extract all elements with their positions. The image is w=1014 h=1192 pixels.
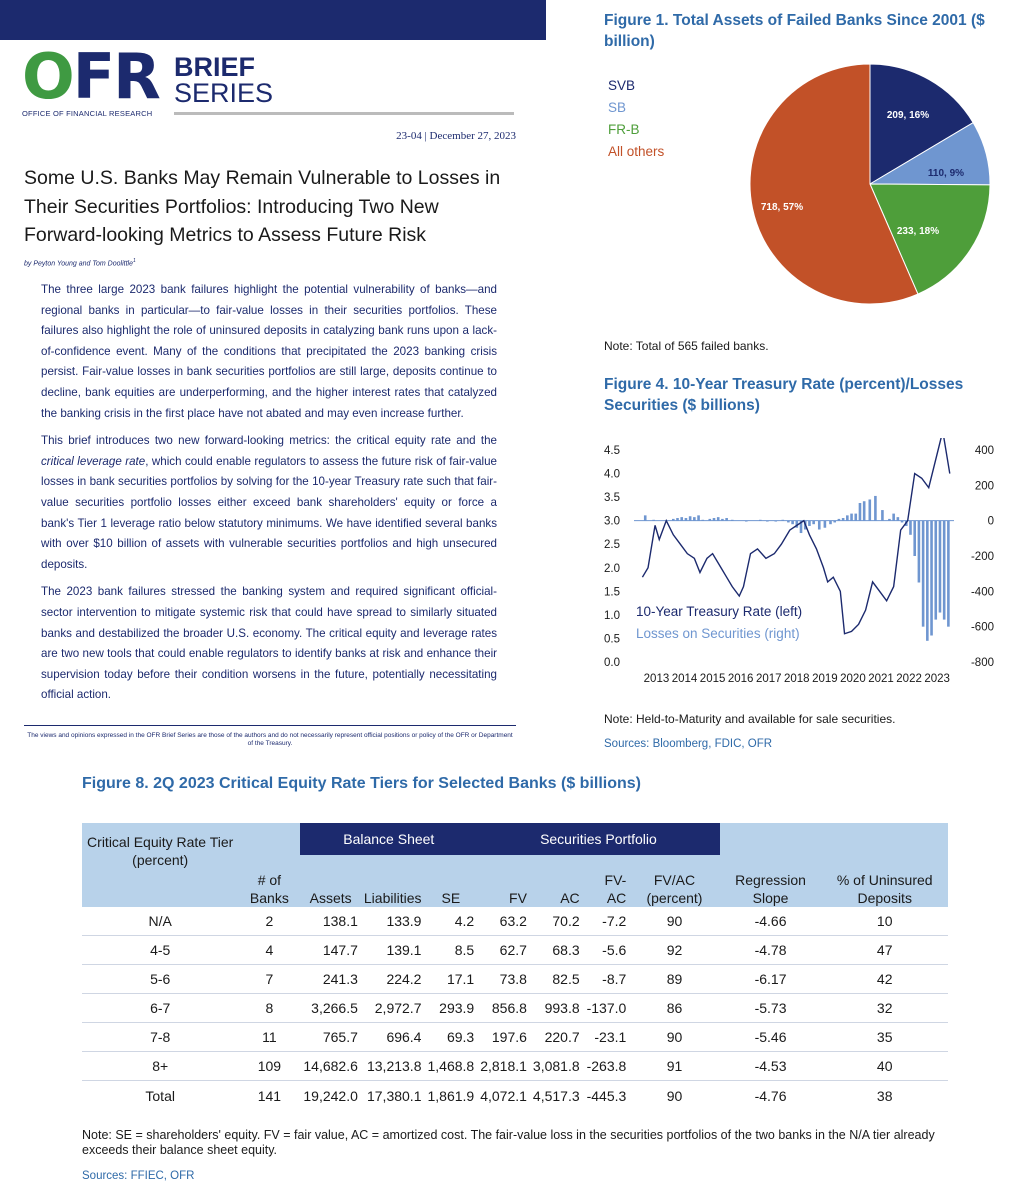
loss-bar: [943, 521, 946, 620]
table-row: [82, 907, 948, 936]
table-cell: 90: [629, 1023, 719, 1052]
y-left-tick: 4.5: [604, 445, 620, 457]
col-liabilities: Liabilities: [361, 855, 425, 907]
y-right-tick: -600: [970, 621, 994, 634]
table-cell: 19,242.0: [303, 1088, 358, 1104]
x-tick: 2022: [896, 673, 922, 685]
y-right-tick: -400: [970, 586, 994, 599]
table-cell: 13,213.8: [361, 1052, 425, 1081]
loss-bar: [939, 521, 942, 613]
col-slope: Regression Slope: [720, 823, 822, 907]
table-cell: 92: [629, 936, 719, 965]
table-cell: 89: [629, 965, 719, 994]
table-cell: 17,380.1: [366, 1088, 422, 1104]
table-cell: 10: [821, 907, 948, 936]
table-cell: 7: [238, 965, 300, 994]
loss-bar: [685, 518, 688, 521]
table-cell: 1,861.9: [427, 1088, 475, 1104]
loss-bar: [881, 510, 884, 521]
x-tick: 2019: [812, 673, 838, 685]
loss-bar: [918, 521, 921, 583]
loss-bar: [824, 521, 827, 528]
col-ac: AC: [530, 855, 583, 907]
y-right-tick: 400: [974, 445, 994, 457]
loss-bar: [874, 496, 877, 521]
table-cell: 3,266.5: [300, 994, 361, 1023]
loss-bar: [850, 514, 853, 521]
table-cell: 32: [821, 994, 948, 1023]
col-banks: # of Banks: [238, 823, 300, 907]
y-left-tick: 3.0: [604, 515, 620, 528]
loss-bar: [787, 521, 790, 523]
table-cell: 40: [821, 1052, 948, 1081]
legend-others: All others: [608, 144, 665, 159]
loss-bar: [672, 519, 675, 521]
loss-bar: [676, 518, 679, 521]
table-cell: 147.7: [300, 936, 361, 965]
table-cell: 138.1: [300, 907, 361, 936]
group-balance-sheet: Balance Sheet: [300, 823, 477, 855]
footnote-mark: 1: [132, 258, 136, 264]
col-tier: Critical Equity Rate Tier (percent): [82, 823, 238, 907]
table-cell: 4-5: [82, 936, 238, 965]
table-cell: 3,081.8: [530, 1052, 583, 1081]
table-cell: 141: [257, 1088, 282, 1104]
table-cell: 14,682.6: [300, 1052, 361, 1081]
table-cell: 6-7: [82, 994, 238, 1023]
loss-bar: [713, 518, 716, 521]
table-cell: -6.17: [720, 965, 822, 994]
col-fvac-pct: FV/AC (percent): [629, 855, 719, 907]
table-cell: 91: [629, 1052, 719, 1081]
table-cell: 90: [666, 1088, 683, 1104]
pie-label: 209, 16%: [886, 110, 930, 121]
loss-bar: [842, 518, 845, 521]
figure1-pie-chart: [740, 60, 1000, 320]
logo-o: O: [22, 40, 73, 113]
loss-bar: [693, 517, 696, 521]
table-cell: 2,972.7: [361, 994, 425, 1023]
series-label: SERIES: [174, 78, 274, 108]
table-cell: 856.8: [477, 994, 530, 1023]
table-cell: 224.2: [361, 965, 425, 994]
table-cell: 220.7: [530, 1023, 583, 1052]
figure4-title: Figure 4. 10-Year Treasury Rate (percent)/Losses Securities ($ billions): [604, 376, 964, 414]
table-row: [82, 994, 948, 1023]
table-cell: -4.66: [720, 907, 822, 936]
table-cell: -5.46: [720, 1023, 822, 1052]
table-cell: 38: [876, 1088, 893, 1104]
header-bar: [0, 0, 546, 40]
table-cell: 17.1: [424, 965, 477, 994]
loss-bar: [652, 520, 655, 521]
loss-bar: [701, 520, 704, 521]
table-cell: -5.6: [583, 936, 630, 965]
y-right-tick: -800: [970, 657, 994, 669]
table-cell: 47: [821, 936, 948, 965]
table-cell: 90: [629, 907, 719, 936]
loss-bar: [913, 521, 916, 556]
figure1-title: Figure 1. Total Assets of Failed Banks Since 2001 ($ billion): [604, 12, 985, 50]
table-row: [82, 1052, 948, 1081]
table-cell: 68.3: [530, 936, 583, 965]
ofr-logo: [22, 40, 159, 113]
figure1-note: Note: Total of 565 failed banks.: [604, 339, 769, 353]
table-cell: N/A: [82, 907, 238, 936]
table-row: [82, 1023, 948, 1052]
loss-bar: [833, 521, 836, 523]
table-cell: -4.78: [720, 936, 822, 965]
loss-bar: [934, 521, 937, 620]
y-right-tick: 0: [987, 515, 994, 528]
x-tick: 2020: [840, 673, 866, 685]
col-fvac: FV-AC: [583, 855, 630, 907]
table-row: [82, 965, 948, 994]
x-tick: 2015: [699, 673, 726, 685]
table-cell: 139.1: [361, 936, 425, 965]
paragraph-3: The 2023 bank failures stressed the banking system and required significant official-sector intervention to mitigate systemic risk that could have spread to similarly situated banks and destabilized the broader U.S. economy. The critical equity and leverage rates are two new tools that could enable regulators to identify banks at risk and enhance their supervision today before their condition worsens in the future, potentially necessitating official action.: [41, 585, 497, 702]
legend-losses: Losses on Securities (right): [636, 626, 800, 641]
table-cell: -5.73: [720, 994, 822, 1023]
table-cell: 35: [821, 1023, 948, 1052]
y-left-tick: 3.5: [604, 492, 620, 505]
table-cell: 42: [821, 965, 948, 994]
table-cell: -4.76: [754, 1088, 787, 1104]
figure8-note: Note: SE = shareholders' equity. FV = fair value, AC = amortized cost. The fair-value loss in the securities portfolios of the two banks in the N/A tier already exceeds their balance sheet equity.: [82, 1128, 935, 1157]
figure1-legend: [608, 75, 664, 163]
figure8-sources: Sources: FFIEC, OFR: [82, 1170, 195, 1182]
table-cell: 7-8: [82, 1023, 238, 1052]
article-title: Some U.S. Banks May Remain Vulnerable to Losses in Their Securities Portfolios: Introducing Two New Forward-looking Metrics to Assess Future Risk: [24, 167, 501, 246]
table-cell: 63.2: [477, 907, 530, 936]
loss-bar: [897, 517, 900, 521]
x-tick: 2013: [643, 673, 670, 685]
x-tick: 2014: [671, 673, 698, 685]
table-cell: 4,072.1: [480, 1088, 527, 1104]
table-cell: Total: [145, 1088, 175, 1104]
loss-bar: [708, 519, 711, 521]
table-row: [82, 936, 948, 965]
table-cell: 2: [238, 907, 300, 936]
pie-label: 110, 9%: [927, 168, 965, 179]
logo-divider: [174, 112, 514, 115]
loss-bar: [745, 521, 748, 522]
loss-bar: [947, 521, 950, 627]
table-cell: -7.2: [583, 907, 630, 936]
loss-bar: [868, 499, 871, 520]
col-fv: FV: [477, 855, 530, 907]
loss-bar: [644, 515, 647, 520]
legend-treasury-rate: 10-Year Treasury Rate (left): [636, 604, 803, 619]
article-body: [41, 280, 497, 713]
loss-bar: [721, 519, 724, 521]
y-left-tick: 2.5: [604, 539, 620, 552]
logo-fr: FR: [72, 40, 159, 113]
loss-bar: [759, 520, 762, 521]
loss-bar: [846, 515, 849, 520]
x-tick: 2018: [784, 673, 810, 685]
issue-line: 23-04 | December 27, 2023: [396, 130, 516, 142]
y-left-tick: 2.0: [604, 562, 620, 575]
table-cell: 241.3: [300, 965, 361, 994]
legend-svb: SVB: [608, 78, 636, 93]
x-tick: 2016: [727, 673, 754, 685]
loss-bar: [818, 521, 821, 530]
table-cell: 293.9: [424, 994, 477, 1023]
table-cell: 765.7: [300, 1023, 361, 1052]
loss-bar: [888, 519, 891, 521]
table-cell: 8: [238, 994, 300, 1023]
table-cell: 62.7: [477, 936, 530, 965]
legend-frb: FR-B: [608, 122, 640, 137]
table-cell: 11: [238, 1023, 300, 1052]
table-cell: 8.5: [424, 936, 477, 965]
x-tick: 2023: [924, 673, 950, 685]
issue-date: December 27, 2023: [429, 130, 516, 142]
brief-label: BRIEF: [174, 52, 255, 82]
table-cell: 82.5: [530, 965, 583, 994]
loss-bar: [680, 517, 683, 521]
loss-bar: [781, 520, 784, 521]
figure8-title: Figure 8. 2Q 2023 Critical Equity Rate Tiers for Selected Banks ($ billions): [82, 775, 641, 792]
loss-bar: [689, 516, 692, 520]
table-cell: 4.2: [424, 907, 477, 936]
loss-bar: [697, 515, 700, 520]
table-cell: 4: [238, 936, 300, 965]
loss-bar: [926, 521, 929, 641]
body-divider: [24, 725, 516, 726]
table-cell: 993.8: [530, 994, 583, 1023]
loss-bar: [859, 503, 862, 521]
loss-bar: [863, 501, 866, 520]
table-cell: 69.3: [424, 1023, 477, 1052]
loss-bar: [829, 521, 832, 525]
table-total-row: [82, 1081, 948, 1112]
loss-bar: [766, 521, 769, 522]
loss-bar: [774, 521, 777, 522]
col-se: SE: [424, 855, 477, 907]
table-cell: -8.7: [583, 965, 630, 994]
table-cell: 1,468.8: [424, 1052, 477, 1081]
y-left-tick: 1.0: [604, 609, 620, 622]
loss-bar: [725, 518, 728, 521]
byline: by Peyton Young and Tom Doolittle$^1$: [24, 258, 136, 268]
table-cell: 5-6: [82, 965, 238, 994]
figure8-table: [82, 823, 948, 1111]
loss-bar: [808, 521, 811, 526]
col-assets: Assets: [300, 855, 361, 907]
col-uninsured: % of Uninsured Deposits: [821, 823, 948, 907]
x-tick: 2017: [755, 673, 782, 685]
y-left-tick: 0.0: [604, 657, 620, 669]
y-right-tick: 200: [974, 480, 994, 493]
table-cell: -263.8: [583, 1052, 630, 1081]
table-cell: 696.4: [361, 1023, 425, 1052]
figure4-chart: [604, 438, 1004, 688]
loss-bar: [922, 521, 925, 627]
table-cell: 70.2: [530, 907, 583, 936]
loss-bar: [854, 514, 857, 521]
table-body: [82, 907, 948, 1111]
table-cell: 73.8: [477, 965, 530, 994]
org-name: OFFICE OF FINANCIAL RESEARCH: [22, 109, 153, 118]
y-left-tick: 0.5: [604, 633, 620, 646]
loss-bar: [812, 521, 815, 525]
loss-bar: [892, 514, 895, 521]
figure4-note: Note: Held-to-Maturity and available for sale securities.: [604, 712, 896, 726]
table-cell: 4,517.3: [532, 1088, 580, 1104]
y-right-tick: -200: [970, 551, 994, 563]
legend-sb: SB: [608, 100, 627, 115]
table-cell: 133.9: [361, 907, 425, 936]
table-cell: -23.1: [583, 1023, 630, 1052]
table-cell: 109: [238, 1052, 300, 1081]
paragraph-1: The three large 2023 bank failures highlight the potential vulnerability of banks—and regional banks in particular—to fair-value losses in their securities portfolios. These failures also highlight the role of uninsured deposits in catalyzing bank runs upon a lack-of-confidence event. Many of the conditions that precipitated the 2023 banking crisis persist. Fair-value losses in bank securities portfolios are still large, deposits continue to decline, bank equities are underperforming, and the higher interest rates that catalyzed the banking crisis in the first place have not abated and may even increase further.: [41, 283, 497, 420]
loss-bar: [909, 521, 912, 535]
table-cell: -445.3: [586, 1088, 627, 1104]
table-cell: 86: [629, 994, 719, 1023]
loss-bar: [930, 521, 933, 636]
table-cell: 2,818.1: [477, 1052, 530, 1081]
table-cell: 8+: [82, 1052, 238, 1081]
table-cell: -137.0: [583, 994, 630, 1023]
loss-bar: [791, 521, 794, 525]
loss-bar: [838, 519, 841, 521]
figure4-sources: Sources: Bloomberg, FDIC, OFR: [604, 738, 773, 750]
pie-label: 718, 57%: [760, 202, 804, 213]
paragraph-2: This brief introduces two new forward-looking metrics: the critical equity rate and the critical leverage rate, which could enable regulators to assess the future risk of fair-value losses in bank securities portfolios by solving for the 10-year Treasury rate such that fair-value securities portfolio losses either exceed bank shareholders' equity or force a bank's Tier 1 leverage ratio below statutory minimums. We have identified several banks with over $10 billion of assets with vulnerable securities portfolios and high unsecured deposits.: [41, 434, 497, 571]
group-securities: Securities Portfolio: [477, 823, 719, 855]
x-tick: 2021: [868, 673, 894, 685]
issue-number: 23-04: [396, 130, 422, 142]
emphasis-term: critical leverage rate: [41, 454, 146, 468]
disclaimer: The views and opinions expressed in the OFR Brief Series are those of the authors and do not necessarily represent official positions or policy of the OFR or Department of the Treasury.: [27, 732, 513, 747]
table-cell: 197.6: [477, 1023, 530, 1052]
loss-bar: [731, 520, 734, 521]
y-left-tick: 4.0: [604, 468, 620, 481]
table-cell: -4.53: [720, 1052, 822, 1081]
y-left-tick: 1.5: [604, 586, 620, 599]
pie-label: 233, 18%: [896, 226, 940, 237]
loss-bar: [717, 517, 720, 521]
loss-bar: [901, 521, 904, 523]
